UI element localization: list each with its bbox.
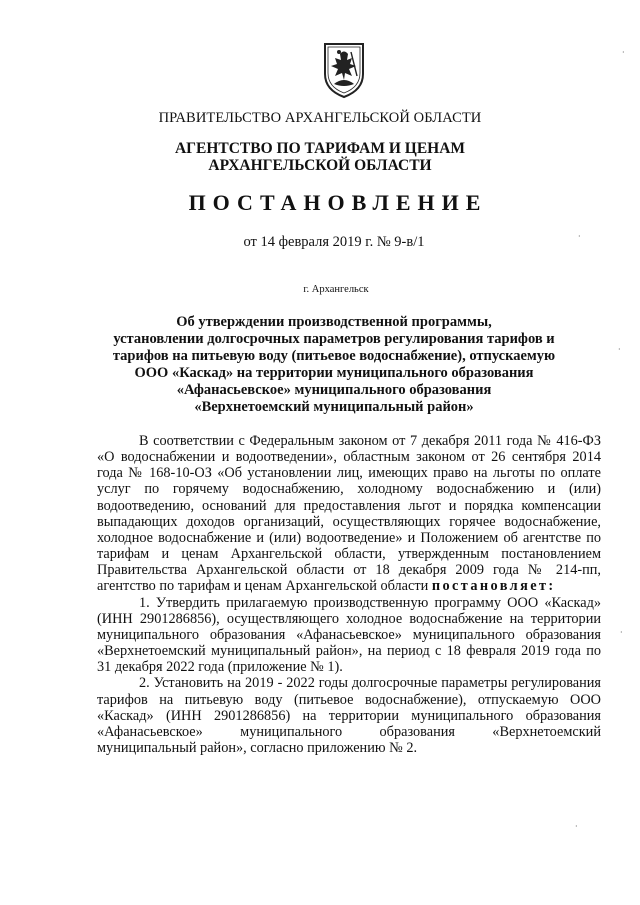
scan-mark: · xyxy=(620,628,623,637)
subject-line: «Верхнетоемский муниципальный район» xyxy=(194,399,474,415)
coat-of-arms-icon xyxy=(322,40,366,100)
subject-line: тарифов на питьевую воду (питьевое водоснабжение), отпускаемую xyxy=(112,348,556,364)
agency-name xyxy=(0,140,640,174)
document-type-title: ПОСТАНОВЛЕНИЕ xyxy=(188,190,488,215)
agency-name-line2: АРХАНГЕЛЬСКОЙ ОБЛАСТИ xyxy=(208,157,432,174)
decree-date-number: от 14 февраля 2019 г. № 9-в/1 xyxy=(243,234,425,250)
subject-line: ООО «Каскад» на территории муниципального образования xyxy=(134,365,534,381)
scan-mark: · xyxy=(618,345,621,354)
subject-line: установлении долгосрочных параметров регулирования тарифов и xyxy=(113,331,555,347)
scan-mark: · xyxy=(575,822,578,831)
scan-mark: · xyxy=(622,48,625,57)
decree-subject xyxy=(0,314,640,416)
city-name: г. Архангельск xyxy=(303,284,369,295)
subject-line: Об утверждении производственной программы, xyxy=(176,314,492,330)
subject-line: «Афанасьевское» муниципального образования xyxy=(176,382,492,398)
government-name: ПРАВИТЕЛЬСТВО АРХАНГЕЛЬСКОЙ ОБЛАСТИ xyxy=(158,110,482,126)
preamble-text: В соответствии с Федеральным законом от 7 декабря 2011 года № 416-ФЗ «О водоснабжении и водоотведении», областным законом от 26 сентября 2014 года № 168-10-ОЗ «Об установлении лиц, имеющих право на льготы по оплате услуг по горячему водоснабжению, холодному водоснабжению и (или) водоотведению, оснований для предоставления льгот и порядка компенсации выпадающих доходов организаций, осуществляющих горячее водоснабжение, холодное водоснабжение и (или) водоотведение» и Положением об агентстве по тарифам и ценам Архангельской области, утвержденным постановлением Правительства Архангельской области от 18 декабря 2009 года № 214-пп, агентство по тарифам и ценам Архангельской области xyxy=(97,433,601,595)
preamble-paragraph xyxy=(97,433,601,595)
item-1-paragraph: 1. Утвердить прилагаемую производственную программу ООО «Каскад» (ИНН 2901286856), осуществляющего холодное водоснабжение на территории муниципального образования «Афанасьевское» муниципального образования «Верхнетоемский муниципальный район», на период с 18 февраля 2019 года по 31 декабря 2022 года (приложение № 1). xyxy=(97,594,601,676)
resolves-word: постановляет: xyxy=(431,578,556,595)
agency-name-line1: АГЕНТСТВО ПО ТАРИФАМ И ЦЕНАМ xyxy=(174,140,466,157)
scan-mark: · xyxy=(578,232,581,241)
item-2-paragraph: 2. Установить на 2019 - 2022 годы долгосрочные параметры регулирования тарифов на питьевую воду (питьевое водоснабжение), отпускаемую ООО «Каскад» (ИНН 2901286856) на территории муниципального образования «Афанасьевское» муниципального образования «Верхнетоемский муниципальный район», согласно приложению № 2. xyxy=(97,675,601,756)
decree-body xyxy=(97,433,601,756)
